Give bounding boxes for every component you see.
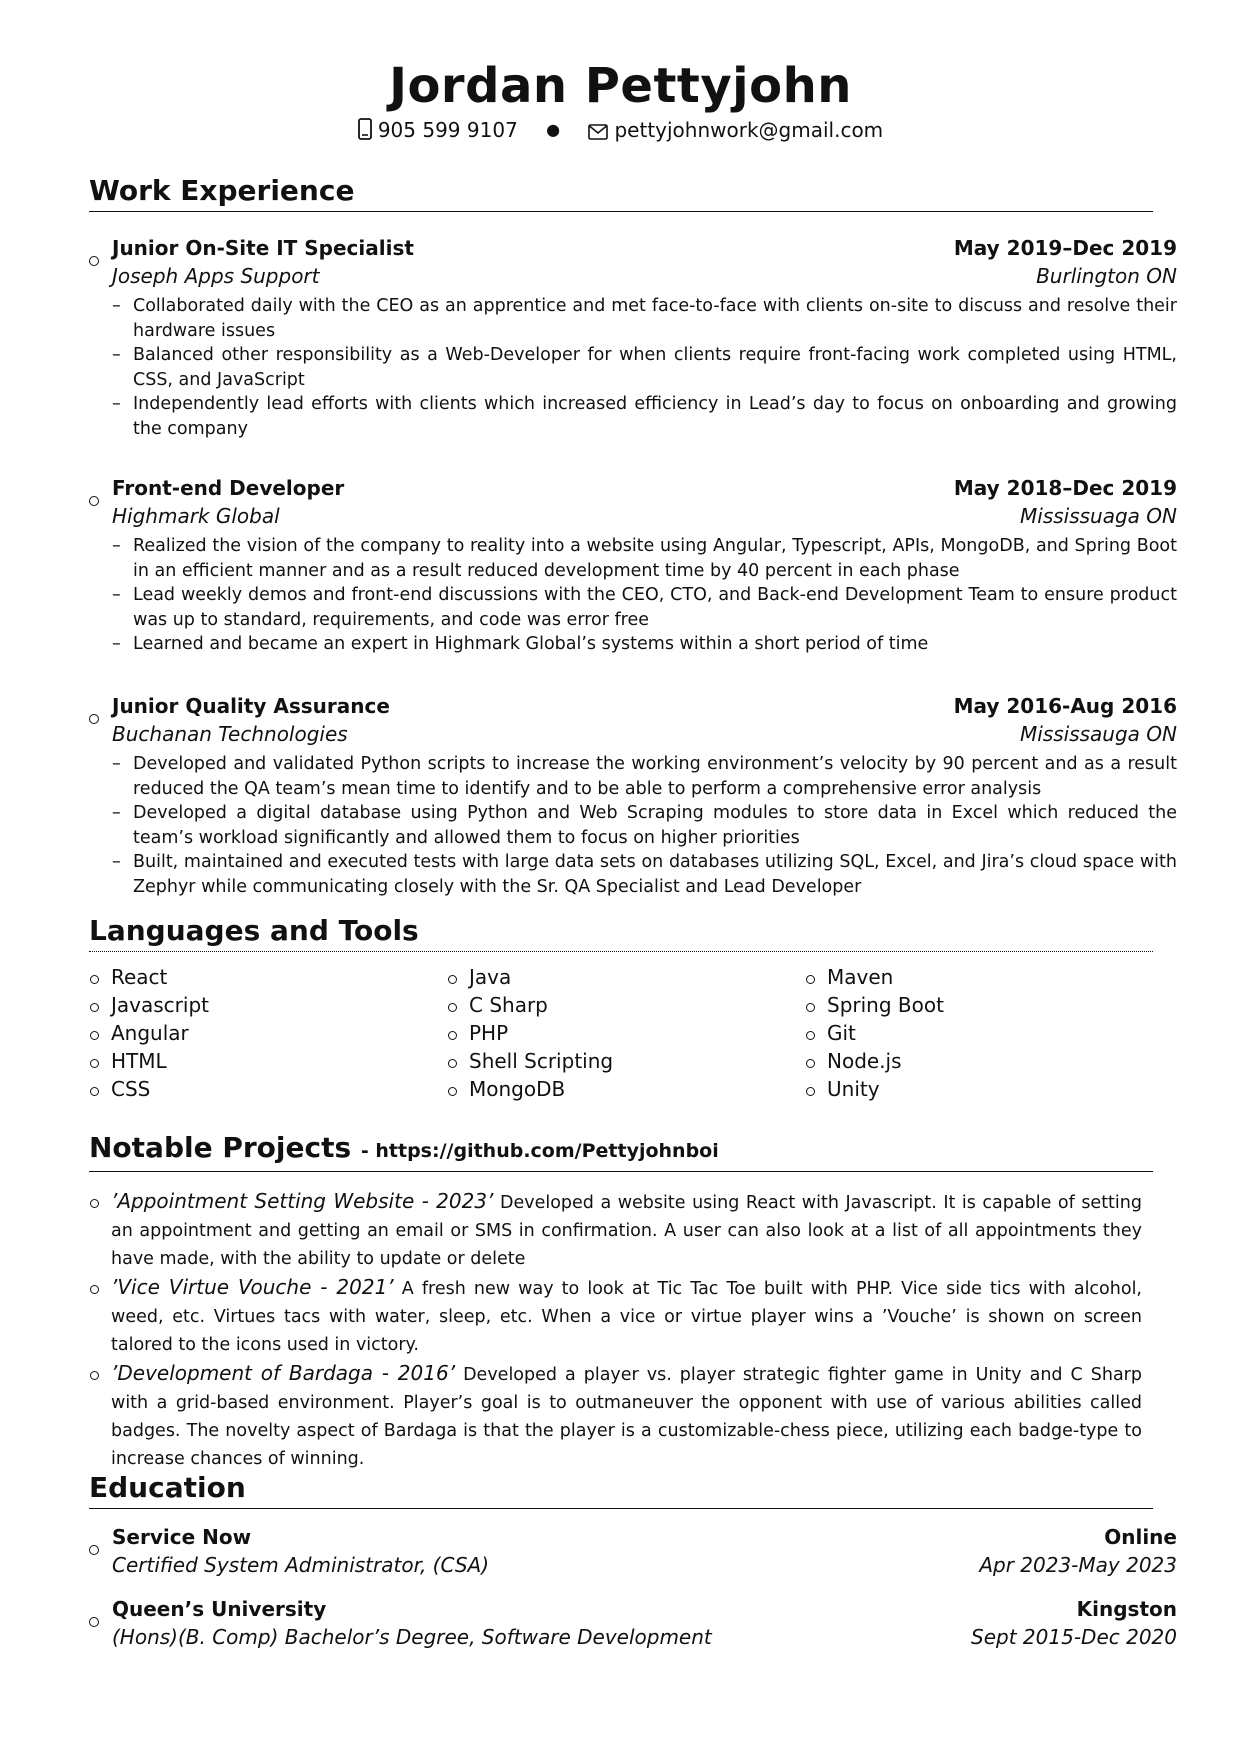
work-entry [89,234,1177,441]
circle-bullet-icon [89,1617,99,1627]
skill-item: Javascript [89,991,447,1019]
project-item [89,1359,1142,1473]
education-entry [89,1595,1177,1651]
job-location: Burlington ON [1036,264,1177,288]
skill-item: PHP [447,1019,805,1047]
skill-item: Shell Scripting [447,1047,805,1075]
skill-item: Unity [805,1075,1153,1103]
skill-item: Node.js [805,1047,1153,1075]
contact-separator: ● [546,120,561,139]
job-points [112,294,1177,441]
education-entry [89,1523,1177,1579]
school-name: Service Now [112,1525,252,1549]
circle-bullet-icon [89,1545,99,1555]
work-entry [89,692,1177,899]
circle-bullet-icon [89,496,99,506]
phone-icon [358,118,372,147]
education-dates: Sept 2015-Dec 2020 [971,1625,1177,1649]
education-dates: Apr 2023-May 2023 [979,1553,1177,1577]
project-item [89,1273,1142,1359]
job-point: – Developed a digital database using Python and Web Scraping modules to store data in Excel which reduced the team’s workload significantly and allowed them to focus on higher priorities [112,801,1177,850]
job-point: – Realized the vision of the company to reality into a website using Angular, Typescript, APIs, MongoDB, and Spring Boot in an efficient manner and as a result reduced development time by 40 percent in each phase [112,534,1177,583]
job-dates: May 2019–Dec 2019 [953,236,1177,260]
job-location: Mississuaga ON [1020,504,1177,528]
job-company: Highmark Global [112,504,280,528]
project-description: A fresh new way to look at Tic Tac Toe built with PHP. Vice side tics with alcohol, weed, etc. Virtues tacs with water, sleep, etc. When a vice or virtue player wins a ’Vouche’ is shown on screen talored to the icons used in victory. [111,1279,1142,1355]
skill-item: Angular [89,1019,447,1047]
job-point: – Built, maintained and executed tests with large data sets on databases utilizing SQL, Excel, and Jira’s cloud space with Zephyr while communicating closely with the Sr. QA Specialist and Lead Developer [112,850,1177,899]
school-place: Online [1104,1525,1177,1549]
job-company: Joseph Apps Support [112,264,320,288]
job-point: – Independently lead efforts with clients which increased efficiency in Lead’s day to focus on onboarding and growing the company [112,392,1177,441]
project-item [89,1187,1142,1273]
job-title: Junior On-Site IT Specialist [112,236,414,260]
section-heading-education: Education [89,1470,1153,1509]
job-title: Junior Quality Assurance [112,694,390,718]
project-description: Developed a player vs. player strategic fighter game in Unity and C Sharp with a grid-based environment. Player’s goal is to outmaneuver the opponent with use of various abilities called badges. The novelty aspect of Bardaga is that the player is a customizable-chess piece, utilizing each badge-type to increase chances of winning. [111,1365,1142,1469]
email-link[interactable]: pettyjohnwork@gmail.com [614,118,884,142]
skill-item: Git [805,1019,1153,1047]
job-title: Front-end Developer [112,476,345,500]
job-point: – Learned and became an expert in Highmark Global’s systems within a short period of time [112,632,1177,657]
job-points [112,752,1177,899]
project-title: ’Appointment Setting Website - 2023’ [111,1189,494,1213]
skills-grid [89,963,1153,1103]
section-heading-projects [89,1130,1153,1172]
circle-bullet-icon [89,714,99,724]
job-dates: May 2018–Dec 2019 [953,476,1177,500]
job-point: – Balanced other responsibility as a Web-Developer for when clients require front-facing work completed using HTML, CSS, and JavaScript [112,343,1177,392]
section-heading-work: Work Experience [89,173,1153,212]
school-name: Queen’s University [112,1597,327,1621]
skill-item: C Sharp [447,991,805,1019]
project-title: ’Vice Virtue Vouche - 2021’ [111,1275,394,1299]
job-company: Buchanan Technologies [112,722,348,746]
degree: (Hons)(B. Comp) Bachelor’s Degree, Software Development [112,1625,712,1649]
project-description: Developed a website using React with Javascript. It is capable of setting an appointment and getting an email or SMS in confirmation. A user can also look at a list of all appointments they have made, with the ability to update or delete [111,1193,1142,1269]
job-location: Mississauga ON [1020,722,1177,746]
contact-line [0,116,1241,147]
circle-bullet-icon [89,256,99,266]
school-place: Kingston [1076,1597,1177,1621]
skill-item: Maven [805,963,1153,991]
envelope-icon [588,119,608,147]
phone-number: 905 599 9107 [377,118,518,142]
job-point: – Lead weekly demos and front-end discussions with the CEO, CTO, and Back-end Development Team to ensure product was up to standard, requirements, and code was error free [112,583,1177,632]
skill-item: HTML [89,1047,447,1075]
projects-heading-text: Notable Projects [89,1131,352,1164]
job-points [112,534,1177,657]
skill-item: Java [447,963,805,991]
job-dates: May 2016-Aug 2016 [953,694,1177,718]
skill-item: Spring Boot [805,991,1153,1019]
candidate-name: Jordan Pettyjohn [389,58,852,114]
work-entry [89,474,1177,657]
skill-item: MongoDB [447,1075,805,1103]
projects-list [89,1187,1142,1473]
skill-item: React [89,963,447,991]
job-point: – Developed and validated Python scripts to increase the working environment’s velocity by 90 percent and as a result reduced the QA team’s mean time to identify and to be able to perform a comprehensive error analysis [112,752,1177,801]
section-heading-languages: Languages and Tools [89,913,1153,952]
job-point: – Collaborated daily with the CEO as an apprentice and met face-to-face with clients on-site to discuss and resolve their hardware issues [112,294,1177,343]
github-link[interactable]: - https://github.com/Pettyjohnboi [360,1140,719,1162]
degree: Certified System Administrator, (CSA) [112,1553,489,1577]
project-title: ’Development of Bardaga - 2016’ [111,1361,456,1385]
skill-item: CSS [89,1075,447,1103]
